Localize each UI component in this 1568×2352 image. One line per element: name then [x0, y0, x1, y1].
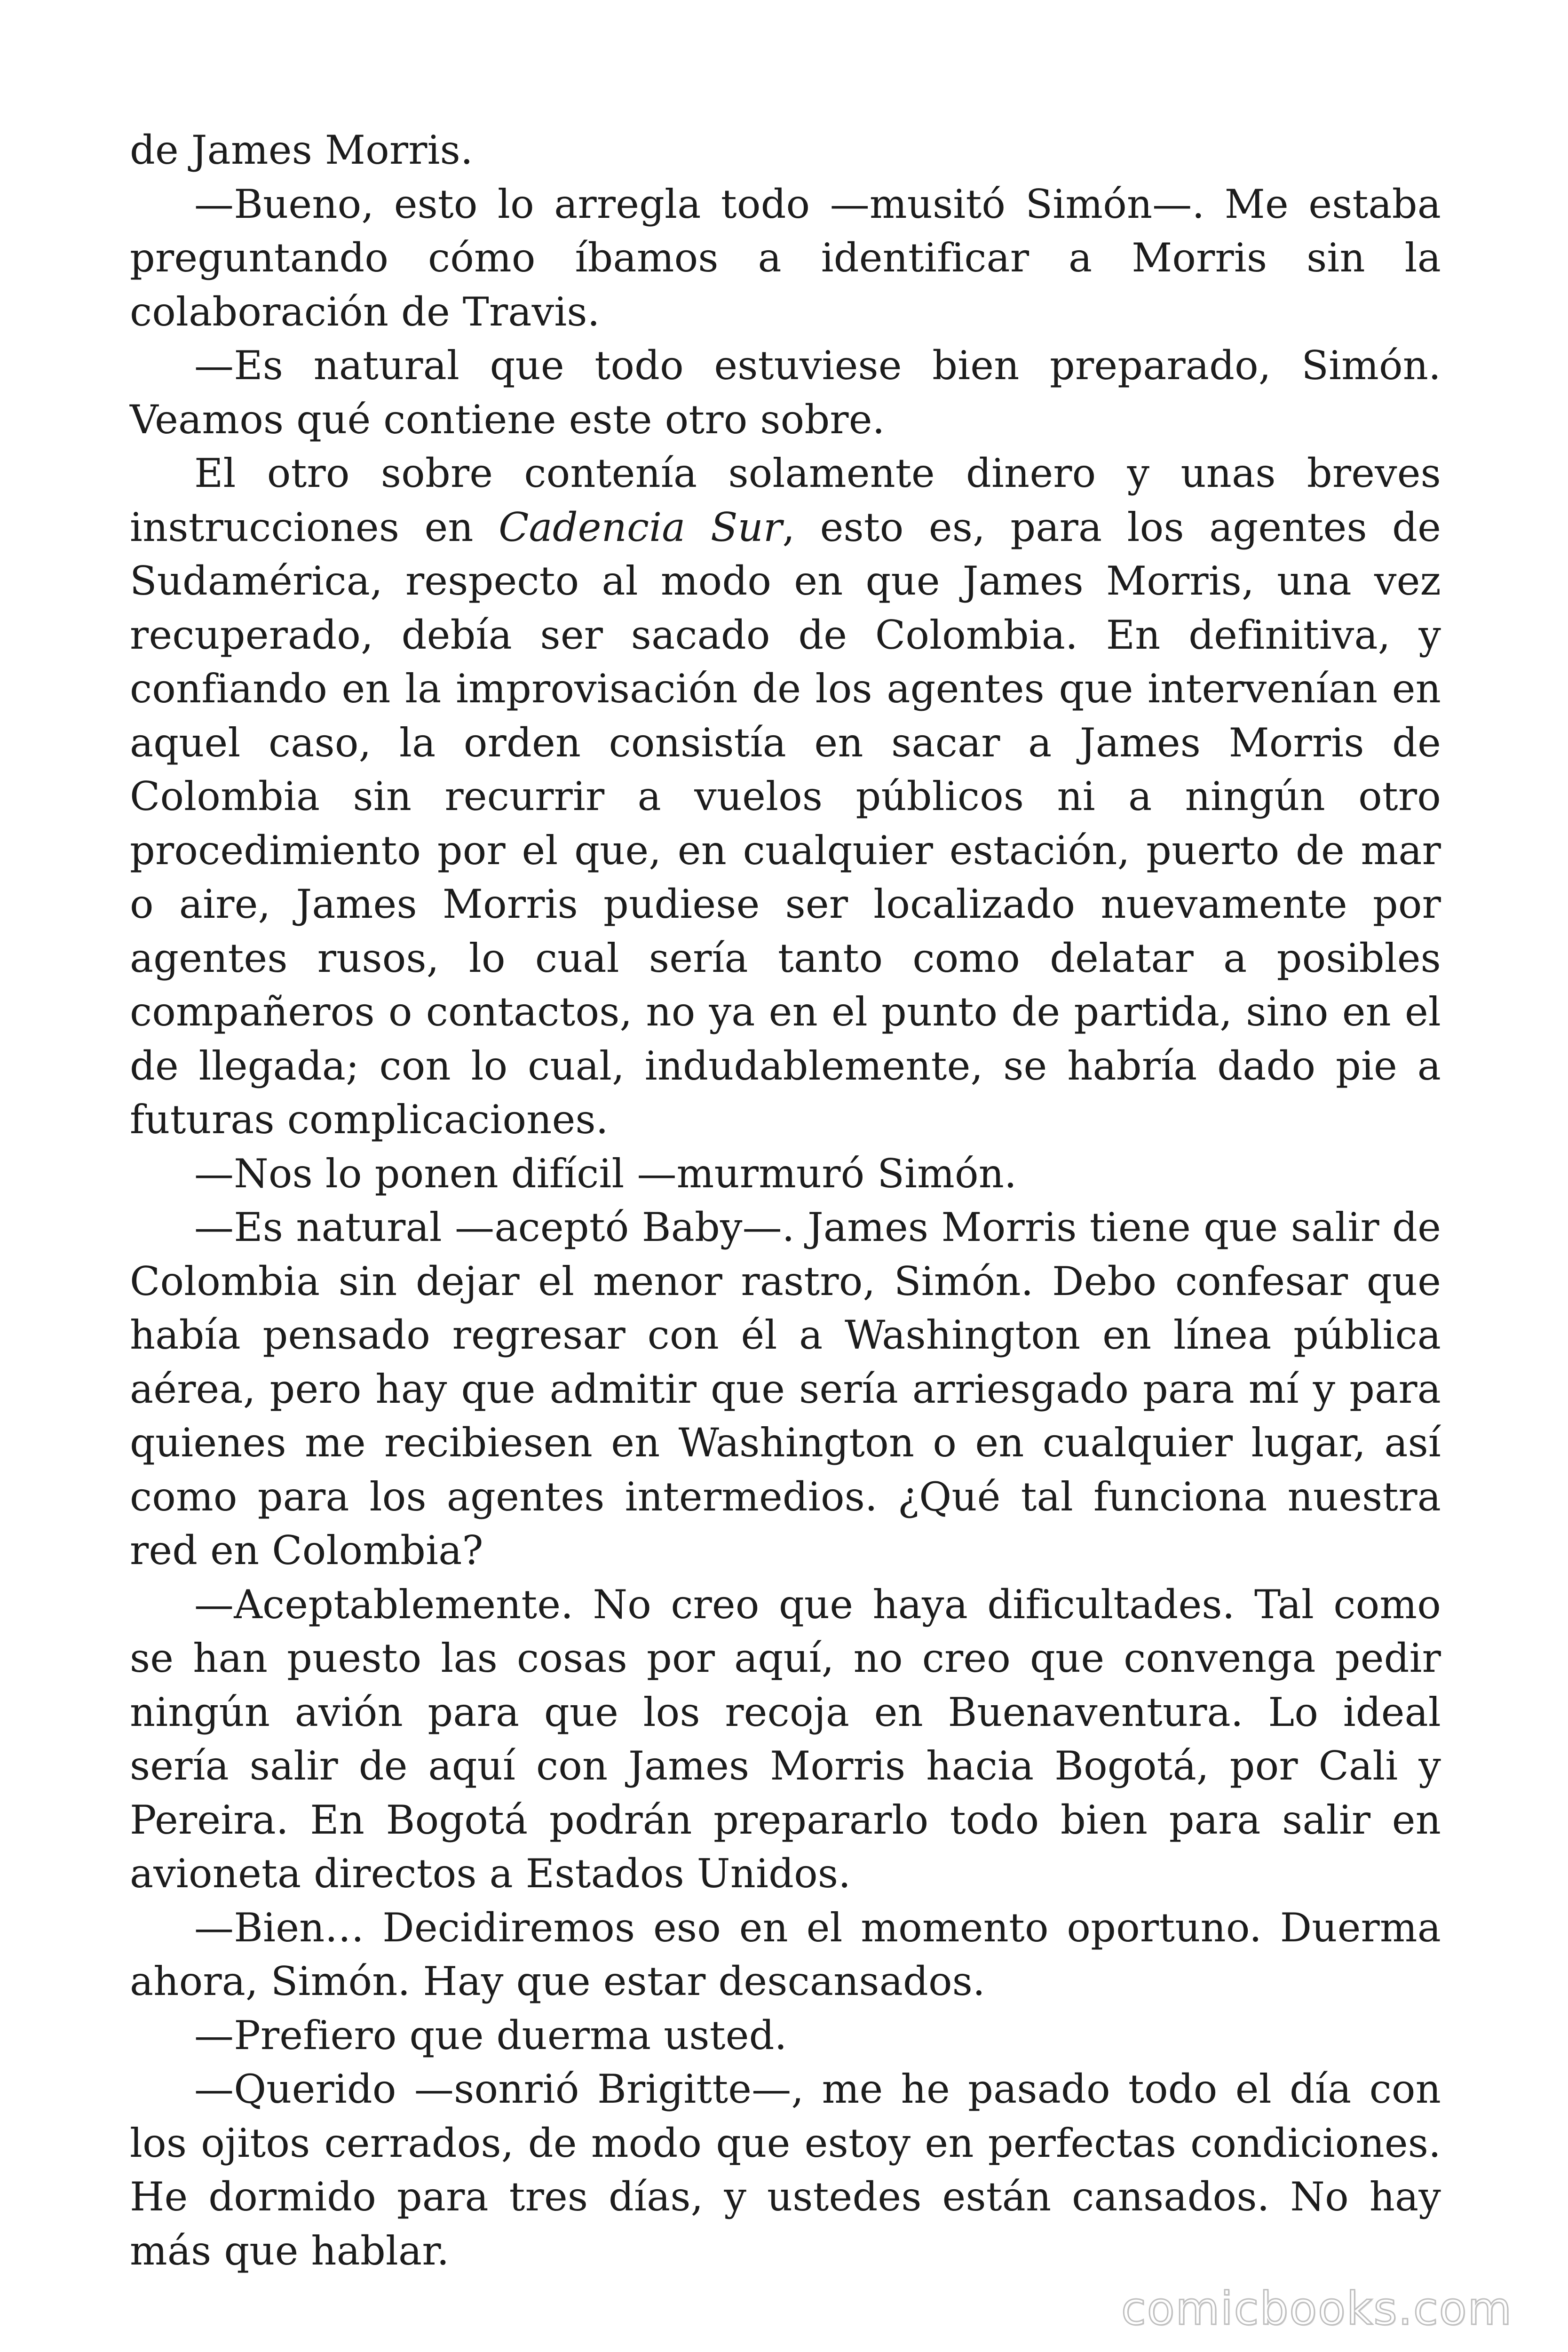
paragraph-continuation: de James Morris. — [130, 127, 473, 173]
paragraph-dialogue-simon-2: —Nos lo ponen difícil —murmuró Simón. — [194, 1150, 1017, 1197]
paragraph-dialogue-brigitte: —Querido —sonrió Brigitte—, me he pasado todo el día con los ojitos cerrados, de modo que estoy en perfectas condiciones. He dormido para tres días, y ustedes están cansados. No hay más que hablar. — [130, 2066, 1441, 2274]
book-page-text — [130, 123, 1441, 2278]
paragraph-dialogue-simon: —Bueno, esto lo arregla todo —musitó Simón—. Me estaba preguntando cómo íbamos a identificar a Morris sin la colaboración de Travis. — [130, 181, 1441, 335]
paragraph-dialogue-baby-3: —Bien… Decidiremos eso en el momento oportuno. Duerma ahora, Simón. Hay que estar descansados. — [130, 1904, 1441, 2004]
paragraph-dialogue-baby-2: —Es natural —aceptó Baby—. James Morris tiene que salir de Colombia sin dejar el menor rastro, Simón. Debo confesar que había pensado regresar con él a Washington en línea pública aérea, pero hay que admitir que sería arriesgado para mí y para quienes me recibiesen en Washington o en cualquier lugar, así como para los agentes intermedios. ¿Qué tal funciona nuestra red en Colombia? — [130, 1204, 1441, 1573]
paragraph-dialogue-simon-4: —Prefiero que duerma usted. — [194, 2012, 787, 2058]
narration-text-before: El otro sobre contenía solamente dinero y unas breves instrucciones en — [130, 450, 1441, 550]
narration-text-after: , esto es, para los agentes de Sudamérica, respecto al modo en que James Morris, una vez recuperado, debía ser sacado de Colombia. En definitiva, y confiando en la improvisación de los agentes que intervenían en aquel caso, la orden consistía en sacar a James Morris de Colombia sin recurrir a vuelos públicos ni a ningún otro procedimiento por el que, en cualquier estación, puerto de mar o aire, James Morris pudiese ser localizado nuevamente por agentes rusos, lo cual sería tanto como delatar a posibles compañeros o contactos, no ya en el punto de partida, sino en el de llegada; con lo cual, indudablemente, se habría dado pie a futuras complicaciones. — [130, 504, 1441, 1143]
paragraph-dialogue-baby: —Es natural que todo estuviese bien preparado, Simón. Veamos qué contiene este otro sobre. — [130, 342, 1441, 443]
italic-code-name: Cadencia Sur — [499, 504, 783, 550]
paragraph-dialogue-simon-3: —Aceptablemente. No creo que haya dificultades. Tal como se han puesto las cosas por aquí, no creo que convenga pedir ningún avión para que los recoja en Buenaventura. Lo ideal sería salir de aquí con James Morris hacia Bogotá, por Cali y Pereira. En Bogotá podrán prepararlo todo bien para salir en avioneta directos a Estados Unidos. — [130, 1581, 1441, 1897]
paragraph-narration-instructions — [130, 446, 1441, 1147]
site-watermark: comicbooks.com — [1121, 2282, 1513, 2335]
